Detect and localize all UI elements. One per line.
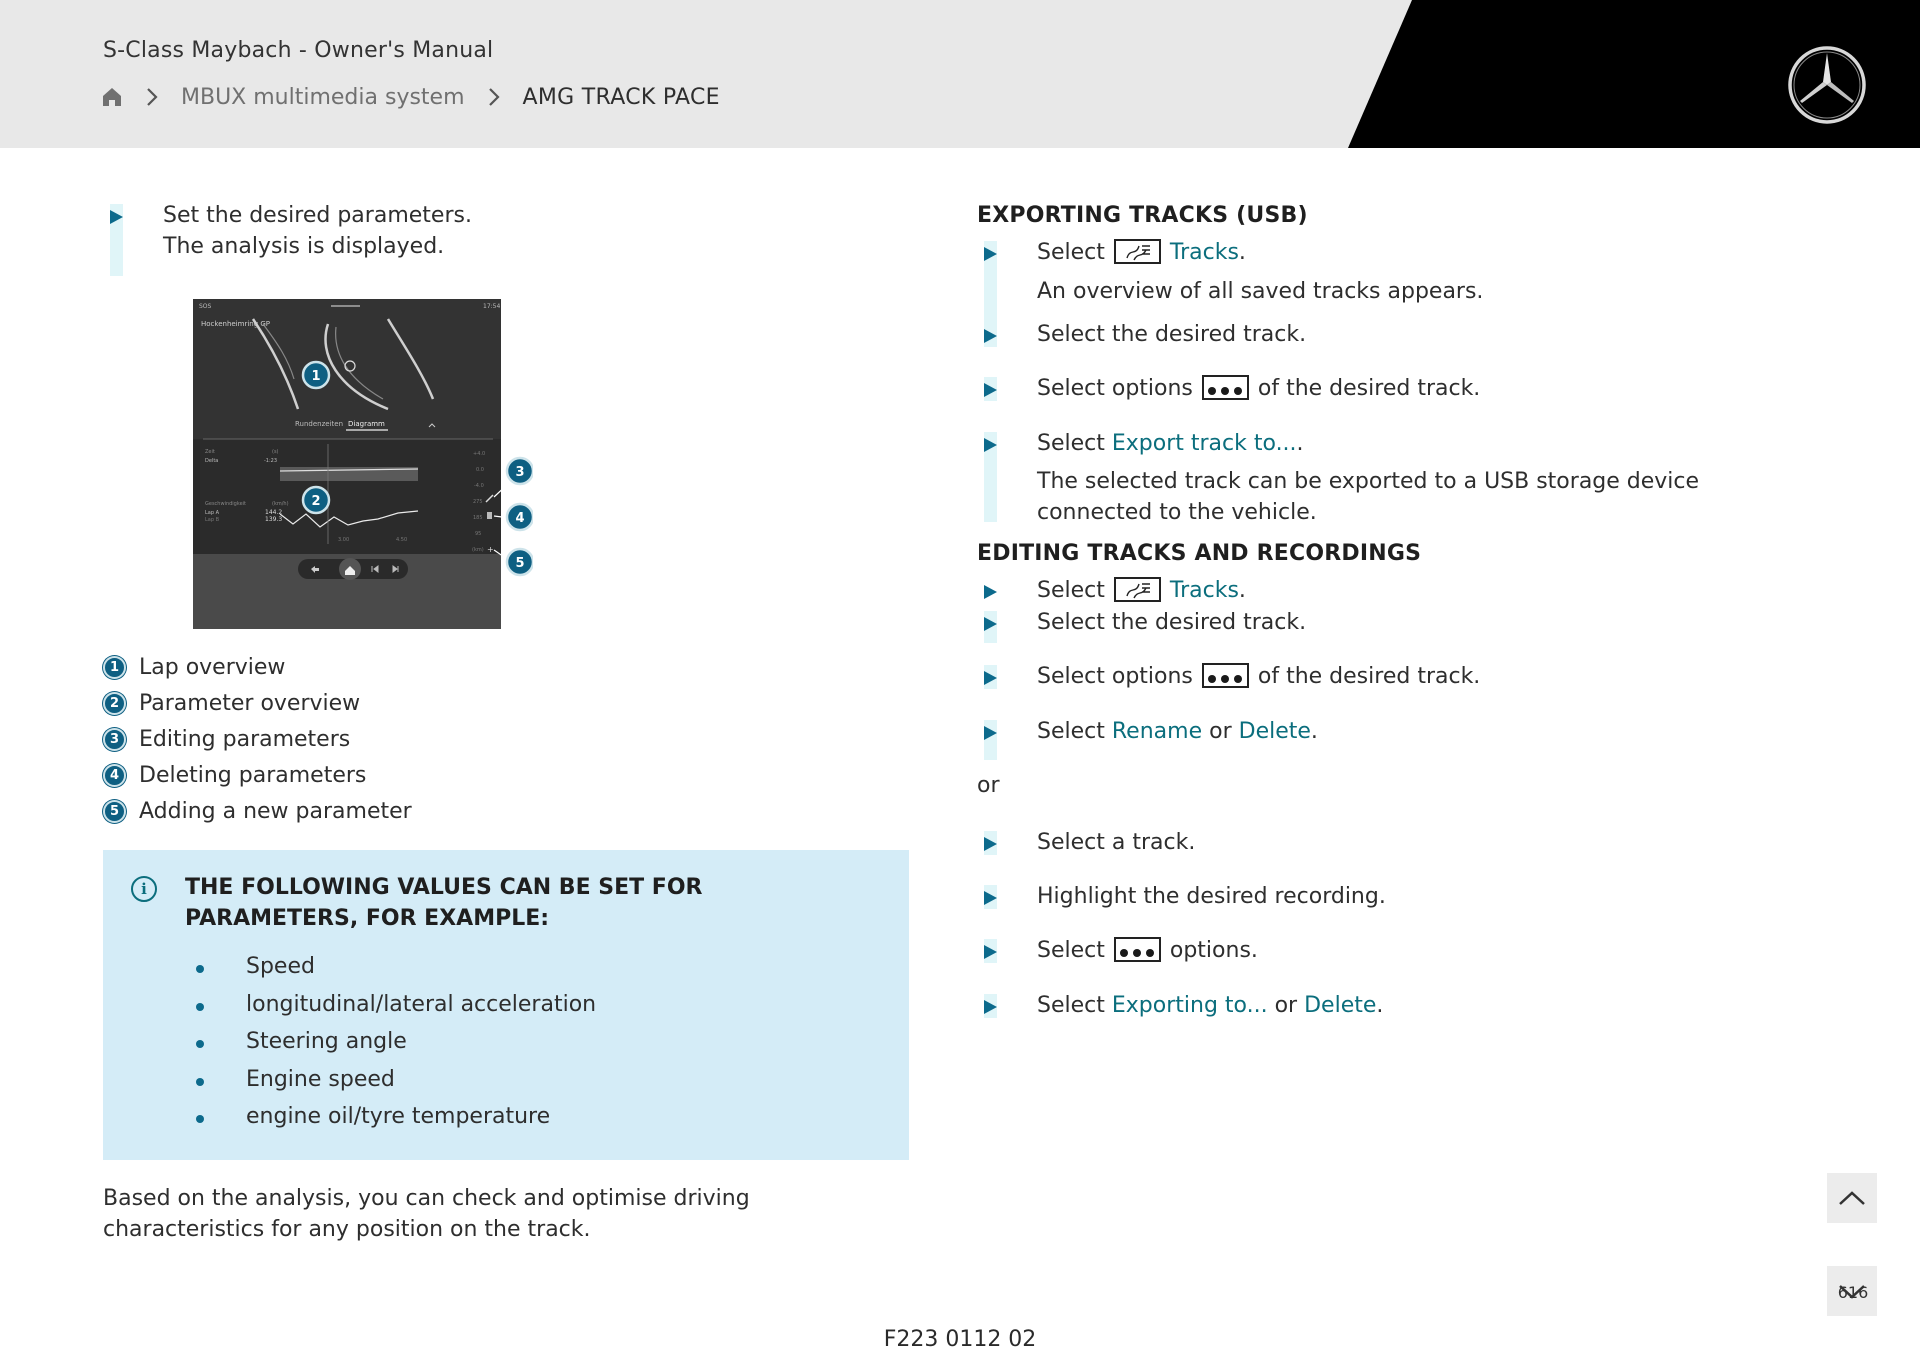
step-text: Select options <box>1037 664 1193 689</box>
step-arrow-icon <box>984 329 997 343</box>
list-item: longitudinal/lateral acceleration <box>191 992 596 1030</box>
header-black-band <box>0 0 1920 148</box>
export-step-1 <box>977 237 1797 307</box>
step-arrow-icon <box>984 945 997 959</box>
callout-2 <box>303 487 329 513</box>
step-set-parameters <box>103 200 909 262</box>
step-instruction: Set the desired parameters. <box>163 203 472 228</box>
step-text: Select <box>1037 240 1105 265</box>
step-text: . <box>1238 578 1246 603</box>
step-text: Select the desired track. <box>1037 322 1307 347</box>
screen-scale-value: 275 <box>473 499 483 505</box>
step-text: . <box>1238 240 1246 265</box>
step-text: Select <box>1037 719 1105 744</box>
legend-item <box>103 721 603 757</box>
step-text: Highlight the desired recording. <box>1037 884 1386 909</box>
page-header <box>0 0 1920 148</box>
svg-text:2: 2 <box>311 494 321 509</box>
screen-scale-value: 95 <box>475 531 482 537</box>
step-text: Select <box>1037 993 1105 1018</box>
screen-row2-value-a: 144.2 <box>265 509 283 516</box>
plus-icon: + <box>487 545 494 554</box>
export-step-4 <box>977 428 1797 528</box>
list-item: Engine speed <box>191 1067 596 1105</box>
legend-label: Editing parameters <box>139 726 351 752</box>
options-dots-icon <box>1114 937 1161 962</box>
step-result: An overview of all saved tracks appears. <box>1037 279 1484 304</box>
screen-row2-sub-a: Lap A <box>205 510 220 516</box>
delete-link[interactable]: Delete <box>1304 993 1377 1018</box>
screen-axis-tick-2: 4.50 <box>396 537 408 543</box>
list-item: engine oil/tyre temperature <box>191 1104 596 1142</box>
svg-text:3: 3 <box>515 465 525 480</box>
screen-row2-label: Geschwindigkeit <box>205 501 247 507</box>
trash-icon <box>487 512 492 519</box>
legend-item <box>103 685 603 721</box>
page-number: 616 <box>1837 1283 1869 1302</box>
home-icon[interactable] <box>101 86 123 108</box>
screen-status-label: SOS <box>199 303 212 310</box>
export-step-2 <box>977 319 1797 350</box>
step-arrow-icon <box>984 671 997 685</box>
step-text: Select <box>1037 578 1105 603</box>
step-result: The selected track can be exported to a USB storage device connected to the vehicle. <box>1037 469 1700 525</box>
screen-scale-unit: (km) <box>472 547 484 553</box>
edit-step-4 <box>977 716 1797 747</box>
callout-badge: 2 <box>103 692 126 715</box>
screen-clock: 17:54 <box>483 303 501 310</box>
chevron-right-icon <box>465 87 523 107</box>
mercedes-star-logo-icon <box>1786 44 1868 126</box>
tracks-icon <box>1114 577 1161 602</box>
callout-badge: 4 <box>103 764 126 787</box>
legend-item <box>103 793 603 829</box>
edit-step-3 <box>977 661 1797 692</box>
screen-scale-value: 185 <box>473 515 483 521</box>
export-step-3 <box>977 373 1797 404</box>
legend-item <box>103 757 603 793</box>
edit-step-8 <box>977 990 1797 1021</box>
exporting-to-link[interactable]: Exporting to... <box>1111 993 1268 1018</box>
step-arrow-icon <box>110 210 123 224</box>
manual-title: S-Class Maybach - Owner's Manual <box>103 38 494 63</box>
breadcrumb-section-link[interactable]: MBUX multimedia system <box>181 84 465 110</box>
callout-4 <box>507 504 533 530</box>
step-text: Select a track. <box>1037 830 1196 855</box>
options-dots-icon <box>1202 663 1249 688</box>
step-text: Select <box>1037 431 1105 456</box>
step-text: Select the desired track. <box>1037 610 1307 635</box>
left-column <box>103 200 909 1242</box>
edit-step-6 <box>977 881 1797 912</box>
screen-scale-value: -4.0 <box>474 483 484 489</box>
screen-scale-value: 0.0 <box>476 467 484 473</box>
screen-tab-chart: Diagramm <box>348 420 385 428</box>
screen-row2-value-b: 139.3 <box>265 516 283 523</box>
step-arrow-icon <box>984 383 997 397</box>
info-list <box>191 954 596 1142</box>
step-arrow-icon <box>984 247 997 261</box>
svg-text:4: 4 <box>515 511 525 526</box>
breadcrumb <box>101 80 720 114</box>
screen-axis-tick-1: 3.00 <box>338 537 350 543</box>
info-icon: i <box>131 876 157 902</box>
tracks-link[interactable]: Tracks <box>1169 578 1239 603</box>
callout-badge: 5 <box>103 800 126 823</box>
closing-paragraph: Based on the analysis, you can check and optimise driving characteristics for any position on the track. <box>103 1186 750 1242</box>
legend-label: Lap overview <box>139 654 286 680</box>
tracks-link[interactable]: Tracks <box>1169 240 1239 265</box>
callout-badge: 3 <box>103 728 126 751</box>
step-arrow-icon <box>984 726 997 740</box>
tracks-icon <box>1114 239 1161 264</box>
edit-step-1 <box>977 575 1797 606</box>
edit-step-2 <box>977 607 1797 638</box>
step-text: Select <box>1037 938 1105 963</box>
screen-track-name: Hockenheimring GP <box>201 320 271 328</box>
svg-text:5: 5 <box>515 556 525 571</box>
step-arrow-icon <box>984 891 997 905</box>
analysis-screen-figure <box>148 299 533 629</box>
step-text: . <box>1376 993 1384 1018</box>
screen-row1-sub: Delta <box>205 458 219 464</box>
section-title-exporting: EXPORTING TRACKS (USB) <box>977 203 1308 228</box>
delete-link[interactable]: Delete <box>1238 719 1311 744</box>
chevron-right-icon <box>123 87 181 107</box>
legend-label: Adding a new parameter <box>139 798 412 824</box>
screen-tab-laps: Rundenzeiten <box>295 420 344 428</box>
callout-3 <box>507 458 533 484</box>
callout-1 <box>303 362 329 388</box>
edit-step-7 <box>977 935 1797 966</box>
step-result: The analysis is displayed. <box>163 234 445 259</box>
info-box <box>103 850 909 1160</box>
legend-label: Deleting parameters <box>139 762 367 788</box>
callout-badge: 1 <box>103 656 126 679</box>
step-text: . <box>1296 431 1304 456</box>
section-title-editing: EDITING TRACKS AND RECORDINGS <box>977 541 1422 566</box>
screen-row2-unit: (km/h) <box>272 501 289 507</box>
or-separator: or <box>977 773 1000 798</box>
svg-text:1: 1 <box>311 369 321 384</box>
right-column <box>977 200 1797 1021</box>
screen-row2-sub-b: Lap B <box>205 517 220 523</box>
figure-legend <box>103 649 603 829</box>
step-arrow-icon <box>984 837 997 851</box>
list-item: Speed <box>191 954 596 992</box>
screen-row1-value: -1:23 <box>264 458 278 464</box>
document-code: F223 0112 02 <box>883 1327 1037 1352</box>
screen-row1-unit: (s) <box>272 449 279 455</box>
step-arrow-icon <box>984 585 997 599</box>
breadcrumb-current: AMG TRACK PACE <box>522 84 720 110</box>
options-dots-icon <box>1202 375 1249 400</box>
export-track-link[interactable]: Export track to... <box>1111 431 1297 456</box>
step-text: . <box>1310 719 1318 744</box>
step-arrow-icon <box>984 617 997 631</box>
edit-step-5 <box>977 827 1797 858</box>
rename-link[interactable]: Rename <box>1111 719 1203 744</box>
step-text: or <box>1209 719 1232 744</box>
step-text: Select options <box>1037 376 1193 401</box>
step-text: of the desired track. <box>1257 664 1481 689</box>
chevron-up-icon <box>1837 1189 1867 1207</box>
screen-row1-label: Zeit <box>205 449 215 455</box>
step-text: or <box>1274 993 1298 1018</box>
callout-5 <box>507 549 533 575</box>
step-arrow-icon <box>984 1000 997 1014</box>
legend-label: Parameter overview <box>139 690 361 716</box>
step-text: of the desired track. <box>1257 376 1481 401</box>
info-title: THE FOLLOWING VALUES CAN BE SET FOR PARAMETERS, FOR EXAMPLE: <box>185 875 703 931</box>
step-text: options. <box>1169 938 1258 963</box>
list-item: Steering angle <box>191 1029 596 1067</box>
screen-scale-value: +4.0 <box>473 451 486 457</box>
scroll-up-button[interactable] <box>1827 1173 1877 1223</box>
step-arrow-icon <box>984 438 997 452</box>
legend-item <box>103 649 603 685</box>
